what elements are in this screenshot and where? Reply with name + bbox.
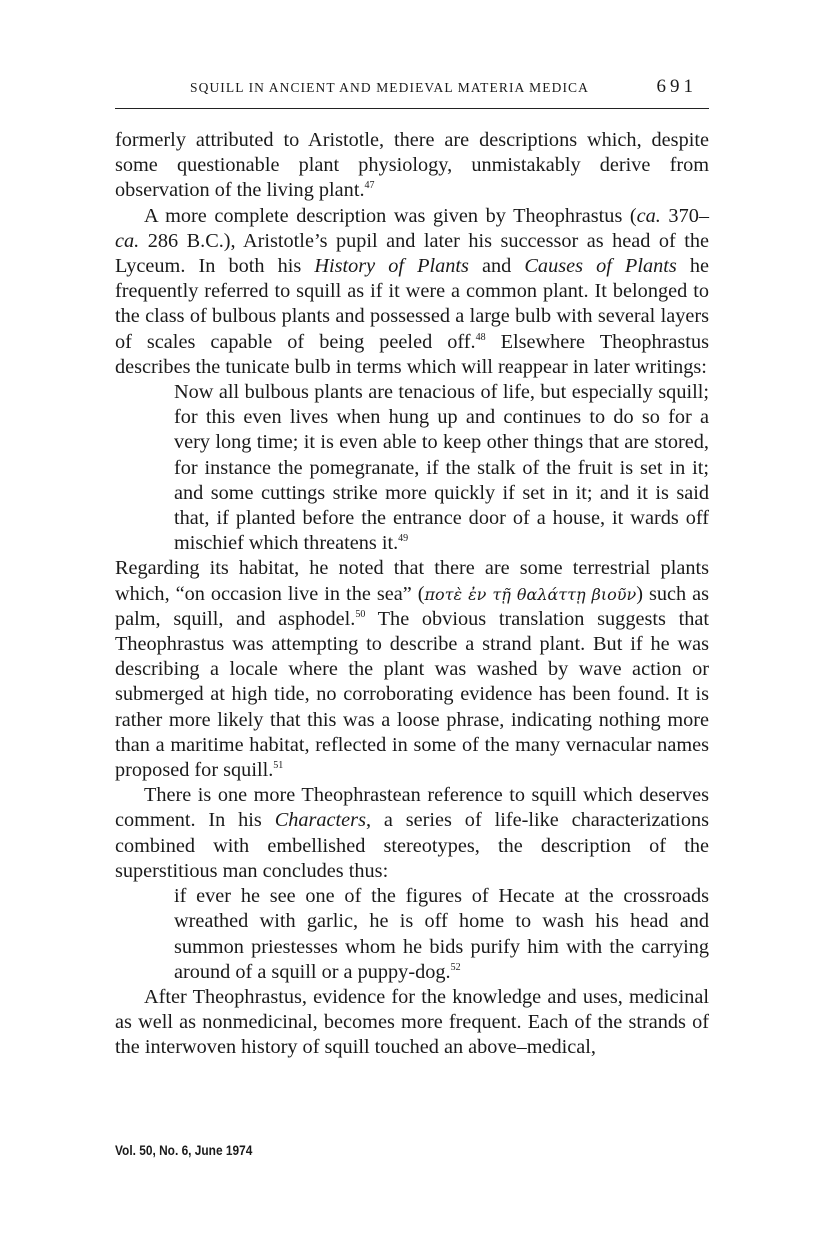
block-quote-1 — [174, 380, 709, 556]
paragraph-2 — [115, 204, 709, 380]
journal-citation: Vol. 50, No. 6, June 1974 — [115, 1142, 253, 1158]
text-run: Elsewhere Theophrastus describes the tunicate bulb in terms which will reappear in later writings: — [115, 330, 709, 378]
text-run: Regarding its habitat, he noted that there are some terrestrial plants which, “on occasion live in the sea” ( — [115, 557, 709, 605]
page-number: 691 — [656, 76, 697, 97]
circa-abbrev: ca. — [636, 204, 661, 227]
quote-text: if ever he see one of the figures of Hecate at the crossroads wreathed with garlic, he is off home to wash his head and summon priestesses whom he bids purify him with the carrying around of a squill or a puppy-dog. — [174, 885, 709, 983]
footnote-ref-51: 51 — [273, 760, 284, 772]
paragraph-text: After Theophrastus, evidence for the knowledge and uses, medicinal as well as nonmedicinal, becomes more frequent. Each of the strands of the interwoven history of squill touched an above–medical, — [115, 985, 709, 1059]
block-quote-2 — [174, 884, 709, 985]
greek-phrase: ποτὲ ἐν τῇ θαλάττῃ βιοῦν — [424, 584, 637, 604]
footnote-ref-49: 49 — [398, 533, 409, 545]
book-title: Causes of Plants — [524, 255, 677, 278]
footnote-ref-47: 47 — [364, 180, 375, 192]
book-title: History of Plants — [314, 255, 469, 278]
circa-abbrev: ca. — [115, 229, 140, 252]
text-run: 286 B.C.), Aristotle’s pupil and later his successor as head of the Lyceum. In both his — [115, 229, 709, 278]
text-run: The obvious translation suggests that Theophrastus was attempting to describe a strand plant. But if he was describing a locale where the plant was washed by wave action or submerged at high tide, no corroborating evidence has been found. It is rather more likely that this was a loose phrase, indicating nothing more than a maritime habitat, reflected in some of the many vernacular names proposed for squill. — [115, 607, 709, 782]
paragraph-3 — [115, 556, 709, 783]
book-title: Characters — [274, 809, 366, 832]
running-title: SQUILL IN ANCIENT AND MEDIEVAL MATERIA MEDICA — [190, 80, 589, 95]
paragraph-1 — [115, 128, 709, 204]
article-body — [115, 128, 709, 1061]
footnote-ref-52: 52 — [450, 961, 461, 973]
text-run: There is one more Theophrastean reference to squill which deserves comment. In his — [115, 784, 709, 832]
text-run: , a series of life-like characterizations combined with embellished stereotypes, the description of the superstitious man concludes thus: — [115, 809, 709, 882]
text-run: ) such as palm, squill, and asphodel. — [115, 582, 710, 630]
paragraph-5 — [115, 985, 709, 1061]
paragraph-4 — [115, 783, 709, 884]
footnote-ref-48: 48 — [475, 331, 486, 343]
running-header — [115, 74, 709, 109]
quote-text: Now all bulbous plants are tenacious of life, but especially squill; for this even lives when hung up and continues to do so for a very long time; it is even able to keep other things that are stored, for instance the pomegranate, if the stalk of the fruit is set in it; and some cuttings strike more quickly if set in it; and it is said that, if planted before the entrance door of a house, it wards off mischief which threatens it. — [174, 381, 709, 555]
text-run: he frequently referred to squill as if it were a common plant. It belonged to the class of bulbous plants and possessed a large bulb with several layers of scales capable of being peeled off. — [115, 255, 709, 353]
footnote-ref-50: 50 — [355, 608, 366, 620]
text-run: 370– — [660, 204, 709, 227]
paragraph-text: formerly attributed to Aristotle, there are descriptions which, despite some questionable plant physiology, unmistakably derive from observation of the living plant. — [115, 129, 709, 202]
text-run: A more complete description was given by Theophrastus ( — [144, 204, 637, 227]
text-run: and — [468, 255, 525, 278]
